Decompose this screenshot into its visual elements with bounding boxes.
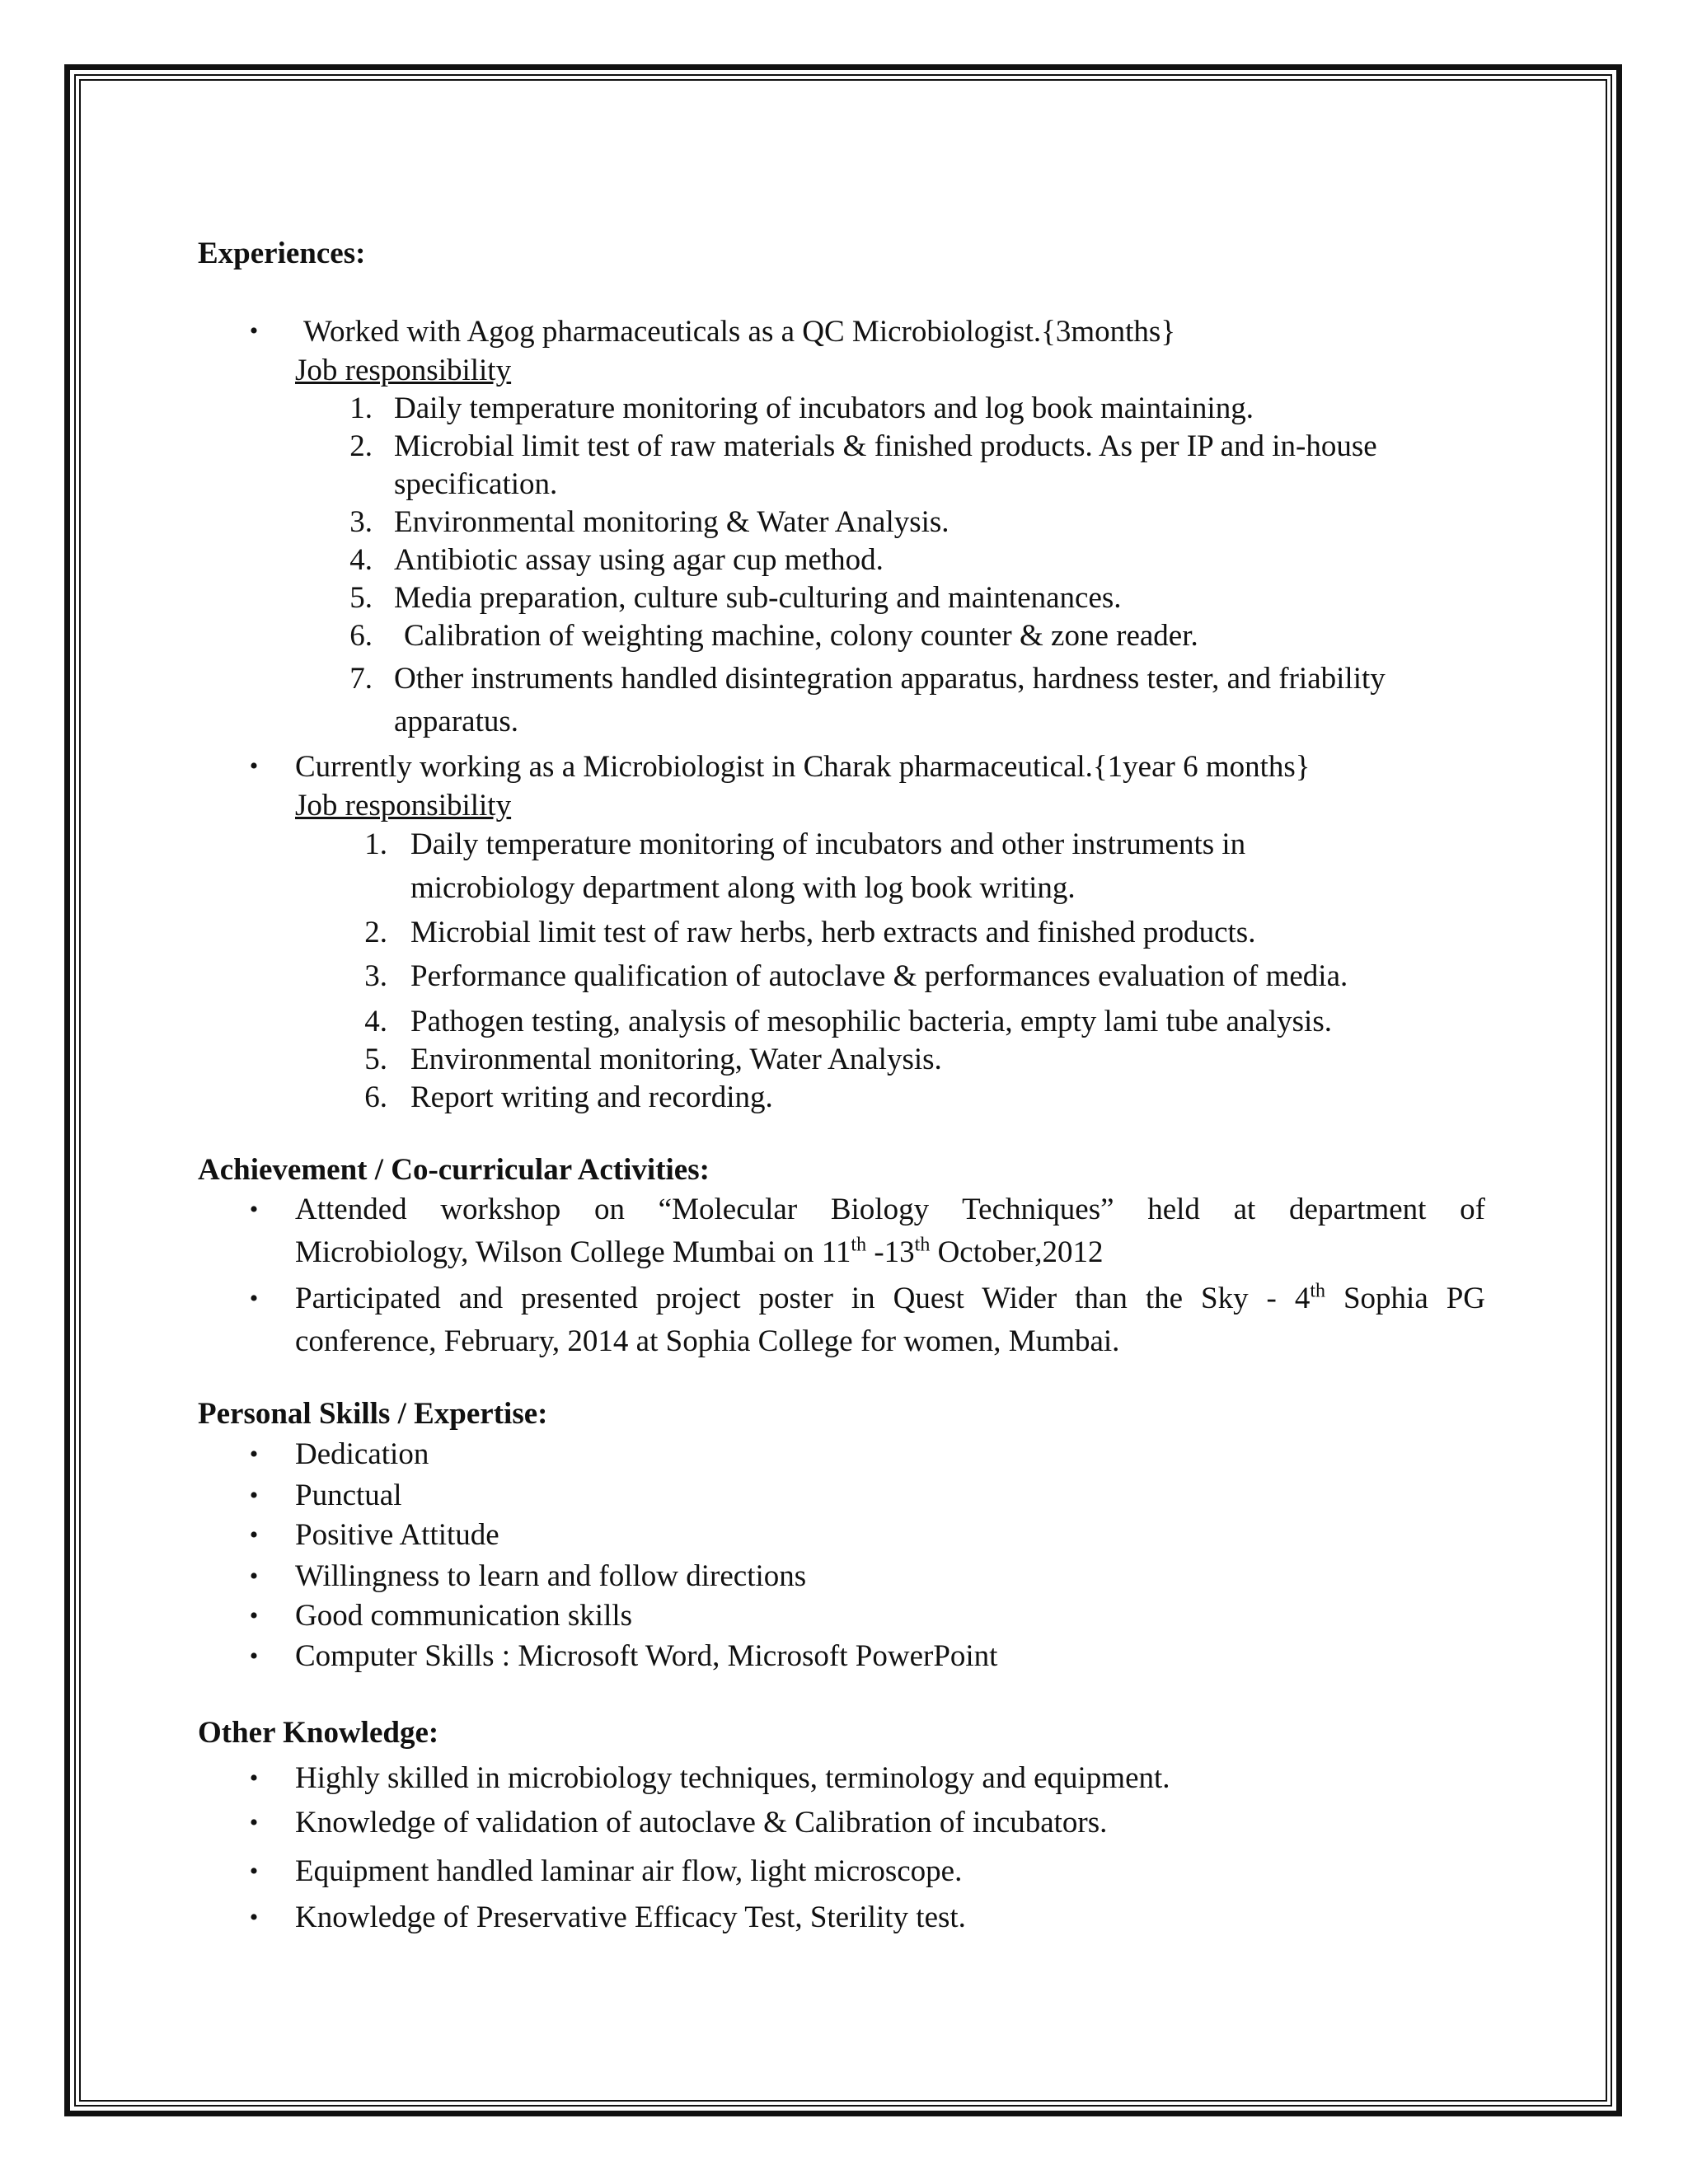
list-number: 2. <box>349 429 373 463</box>
bullet-icon: • <box>249 1521 259 1549</box>
knowledge-item: Equipment handled laminar air flow, light microscope. <box>295 1854 963 1888</box>
bullet-icon: • <box>249 1482 259 1509</box>
bullet-icon: • <box>249 1441 259 1468</box>
achievement-1-line-2 <box>295 1235 1104 1271</box>
job-1-item-3: Environmental monitoring & Water Analysis. <box>394 505 950 539</box>
job-2-responsibility-label: Job responsibility <box>295 789 512 823</box>
bullet-icon: • <box>249 752 259 780</box>
list-number: 6. <box>364 1080 387 1114</box>
job-1-item-2-cont: specification. <box>394 467 558 501</box>
achievement-1-sup-1: th <box>851 1234 867 1256</box>
list-number: 3. <box>349 505 373 539</box>
list-number: 4. <box>364 1005 387 1038</box>
bullet-icon: • <box>249 1643 259 1670</box>
achievement-1-line-1-text: Attended workshop on “Molecular Biology Techniques” held at department of <box>295 1193 1485 1226</box>
bullet-icon: • <box>249 1285 259 1312</box>
job-2-item-3: Performance qualification of autoclave & performances evaluation of media. <box>410 959 1348 993</box>
achievement-2-line-1-text <box>295 1281 1485 1317</box>
skill-item: Willingness to learn and follow directions <box>295 1559 807 1593</box>
knowledge-item: Highly skilled in microbiology techniques, terminology and equipment. <box>295 1761 1170 1795</box>
job-1-item-4: Antibiotic assay using agar cup method. <box>394 543 884 577</box>
skill-item: Computer Skills : Microsoft Word, Microsoft PowerPoint <box>295 1639 998 1673</box>
job-1-item-5: Media preparation, culture sub-culturing and maintenances. <box>394 581 1122 615</box>
experiences-heading: Experiences: <box>198 237 366 270</box>
job-1-title: Worked with Agog pharmaceuticals as a QC Microbiologist.{3months} <box>303 315 1176 349</box>
job-1-item-7-cont: apparatus. <box>394 705 519 738</box>
list-number: 3. <box>364 959 387 993</box>
bullet-icon: • <box>249 1765 259 1792</box>
job-2-item-1: Daily temperature monitoring of incubators and other instruments in <box>410 827 1246 861</box>
list-number: 5. <box>349 581 373 615</box>
job-1-responsibility-label: Job responsibility <box>295 354 512 387</box>
bullet-icon: • <box>249 317 259 344</box>
job-1-item-7: Other instruments handled disintegration apparatus, hardness tester, and friability <box>394 662 1386 696</box>
achievement-1-text-a: Microbiology, Wilson College Mumbai on 11 <box>295 1235 851 1269</box>
job-2-item-5: Environmental monitoring, Water Analysis. <box>410 1043 942 1076</box>
job-2-item-6: Report writing and recording. <box>410 1080 773 1114</box>
job-2-item-4: Pathogen testing, analysis of mesophilic bacteria, empty lami tube analysis. <box>410 1005 1332 1038</box>
list-number: 6. <box>349 619 373 653</box>
bullet-icon: • <box>249 1196 259 1223</box>
knowledge-item: Knowledge of Preservative Efficacy Test, Sterility test. <box>295 1900 966 1934</box>
job-2-title: Currently working as a Microbiologist in Charak pharmaceutical.{1year 6 months} <box>295 750 1311 784</box>
achievements-heading: Achievement / Co-curricular Activities: <box>198 1153 710 1187</box>
achievement-2-line-2: conference, February, 2014 at Sophia College for women, Mumbai. <box>295 1324 1120 1358</box>
job-1-item-6: Calibration of weighting machine, colony counter & zone reader. <box>404 619 1198 653</box>
achievement-1-sup-2: th <box>914 1234 931 1256</box>
achievement-2-text-a: Participated and presented project poster in Quest Wider than the Sky - 4 <box>295 1282 1311 1315</box>
job-2-item-1-cont: microbiology department along with log book writing. <box>410 871 1076 905</box>
achievement-2-text-b: Sophia PG <box>1325 1282 1486 1315</box>
bullet-icon: • <box>249 1858 259 1885</box>
skill-item: Dedication <box>295 1437 429 1471</box>
knowledge-item: Knowledge of validation of autoclave & Calibration of incubators. <box>295 1806 1108 1840</box>
knowledge-heading: Other Knowledge: <box>198 1716 439 1750</box>
achievement-2-line-1 <box>295 1281 1485 1317</box>
bullet-icon: • <box>249 1563 259 1590</box>
list-number: 2. <box>364 916 387 949</box>
skills-heading: Personal Skills / Expertise: <box>198 1397 548 1431</box>
achievement-1-line-1 <box>295 1192 1485 1228</box>
list-number: 1. <box>364 827 387 861</box>
job-2-item-2: Microbial limit test of raw herbs, herb extracts and finished products. <box>410 916 1256 949</box>
bullet-icon: • <box>249 1602 259 1629</box>
list-number: 1. <box>349 391 373 425</box>
bullet-icon: • <box>249 1809 259 1836</box>
achievement-2-sup: th <box>1310 1280 1325 1302</box>
skill-item: Punctual <box>295 1479 402 1512</box>
list-number: 5. <box>364 1043 387 1076</box>
achievement-1-text-b: -13 <box>866 1235 915 1269</box>
job-1-item-1: Daily temperature monitoring of incubators and log book maintaining. <box>394 391 1254 425</box>
bullet-icon: • <box>249 1904 259 1931</box>
skill-item: Good communication skills <box>295 1599 633 1633</box>
list-number: 4. <box>349 543 373 577</box>
skill-item: Positive Attitude <box>295 1518 499 1552</box>
achievement-1-text-c: October,2012 <box>930 1235 1104 1269</box>
job-1-item-2: Microbial limit test of raw materials & finished products. As per IP and in-house <box>394 429 1377 463</box>
list-number: 7. <box>349 662 373 696</box>
